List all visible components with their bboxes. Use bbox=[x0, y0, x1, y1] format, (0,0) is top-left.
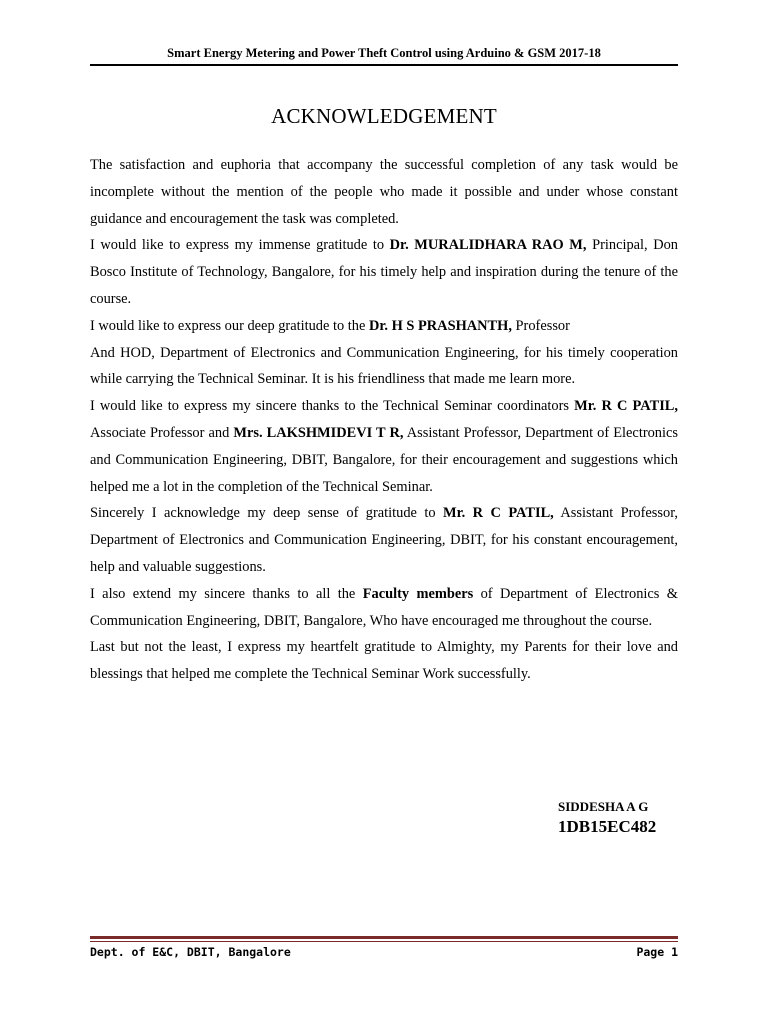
paragraph-7-text: of Department of Electronics & Communication Engineering, DBIT, Bangalore, Who have encouraged me throughout the course. bbox=[90, 585, 678, 629]
page-number: Page 1 bbox=[636, 945, 678, 959]
coordinator-name: Mrs. LAKSHMIDEVI T R, bbox=[233, 424, 404, 441]
paragraph-6-text: Sincerely I acknowledge my deep sense of gratitude to bbox=[90, 505, 443, 522]
paragraph-5-text: Assistant Professor, Department of Electronics and Communication Engineering, DBIT, Bangalore, for their encouragement and suggestions which helped me a lot in the completion of the Technical Seminar. bbox=[90, 424, 678, 495]
footer-department: Dept. of E&C, DBIT, Bangalore bbox=[90, 945, 291, 959]
faculty-label: Faculty members bbox=[362, 585, 474, 602]
footer-rule-thin bbox=[90, 941, 678, 942]
paragraph-6 bbox=[90, 500, 678, 580]
signature-name: SIDDESHA A G bbox=[558, 799, 649, 814]
paragraph-3-text: I would like to express our deep gratitude to the bbox=[90, 317, 369, 334]
running-header: Smart Energy Metering and Power Theft Control using Arduino & GSM 2017-18 bbox=[167, 46, 601, 60]
header-rule bbox=[90, 64, 678, 66]
paragraph-7-text: I also extend my sincere thanks to all the bbox=[90, 585, 363, 602]
paragraph-5 bbox=[90, 393, 678, 500]
coordinator-name: Mr. R C PATIL, bbox=[574, 398, 678, 415]
paragraph-6-text: Assistant Professor, Department of Electronics and Communication Engineering, DBIT, for his constant encouragement, help and valuable suggestions. bbox=[90, 505, 679, 575]
paragraph-3 bbox=[90, 313, 678, 340]
signature-id: 1DB15EC482 bbox=[558, 817, 657, 836]
paragraph-2-text: Principal, Don Bosco Institute of Technology, Bangalore, for his timely help and inspiration during the tenure of the course. bbox=[90, 237, 678, 307]
footer-rule bbox=[90, 936, 678, 939]
guide-name: Mr. R C PATIL, bbox=[443, 505, 554, 522]
paragraph-7 bbox=[90, 581, 678, 635]
paragraph-4: And HOD, Department of Electronics and Communication Engineering, for his timely cooperation while carrying the Technical Seminar. It is his friendliness that made me learn more. bbox=[90, 344, 678, 388]
paragraph-3-text: Professor bbox=[511, 317, 570, 334]
paragraph-5-text: I would like to express my sincere thanks to the Technical Seminar coordinators bbox=[90, 398, 575, 415]
paragraph-5-text: Associate Professor and bbox=[90, 424, 234, 441]
acknowledgement-body bbox=[90, 152, 678, 688]
page-title: ACKNOWLEDGEMENT bbox=[271, 104, 497, 128]
hod-name: Dr. H S PRASHANTH, bbox=[368, 317, 512, 334]
paragraph-8: Last but not the least, I express my heartfelt gratitude to Almighty, my Parents for their love and blessings that helped me complete the Technical Seminar Work successfully. bbox=[90, 639, 678, 683]
paragraph-2-text: I would like to express my immense gratitude to bbox=[90, 237, 390, 254]
paragraph-2 bbox=[90, 232, 678, 312]
paragraph-1: The satisfaction and euphoria that accompany the successful completion of any task would be incomplete without the mention of the people who made it possible and under whose constant guidance and encouragement the task was completed. bbox=[90, 157, 678, 227]
principal-name: Dr. MURALIDHARA RAO M, bbox=[389, 237, 587, 254]
